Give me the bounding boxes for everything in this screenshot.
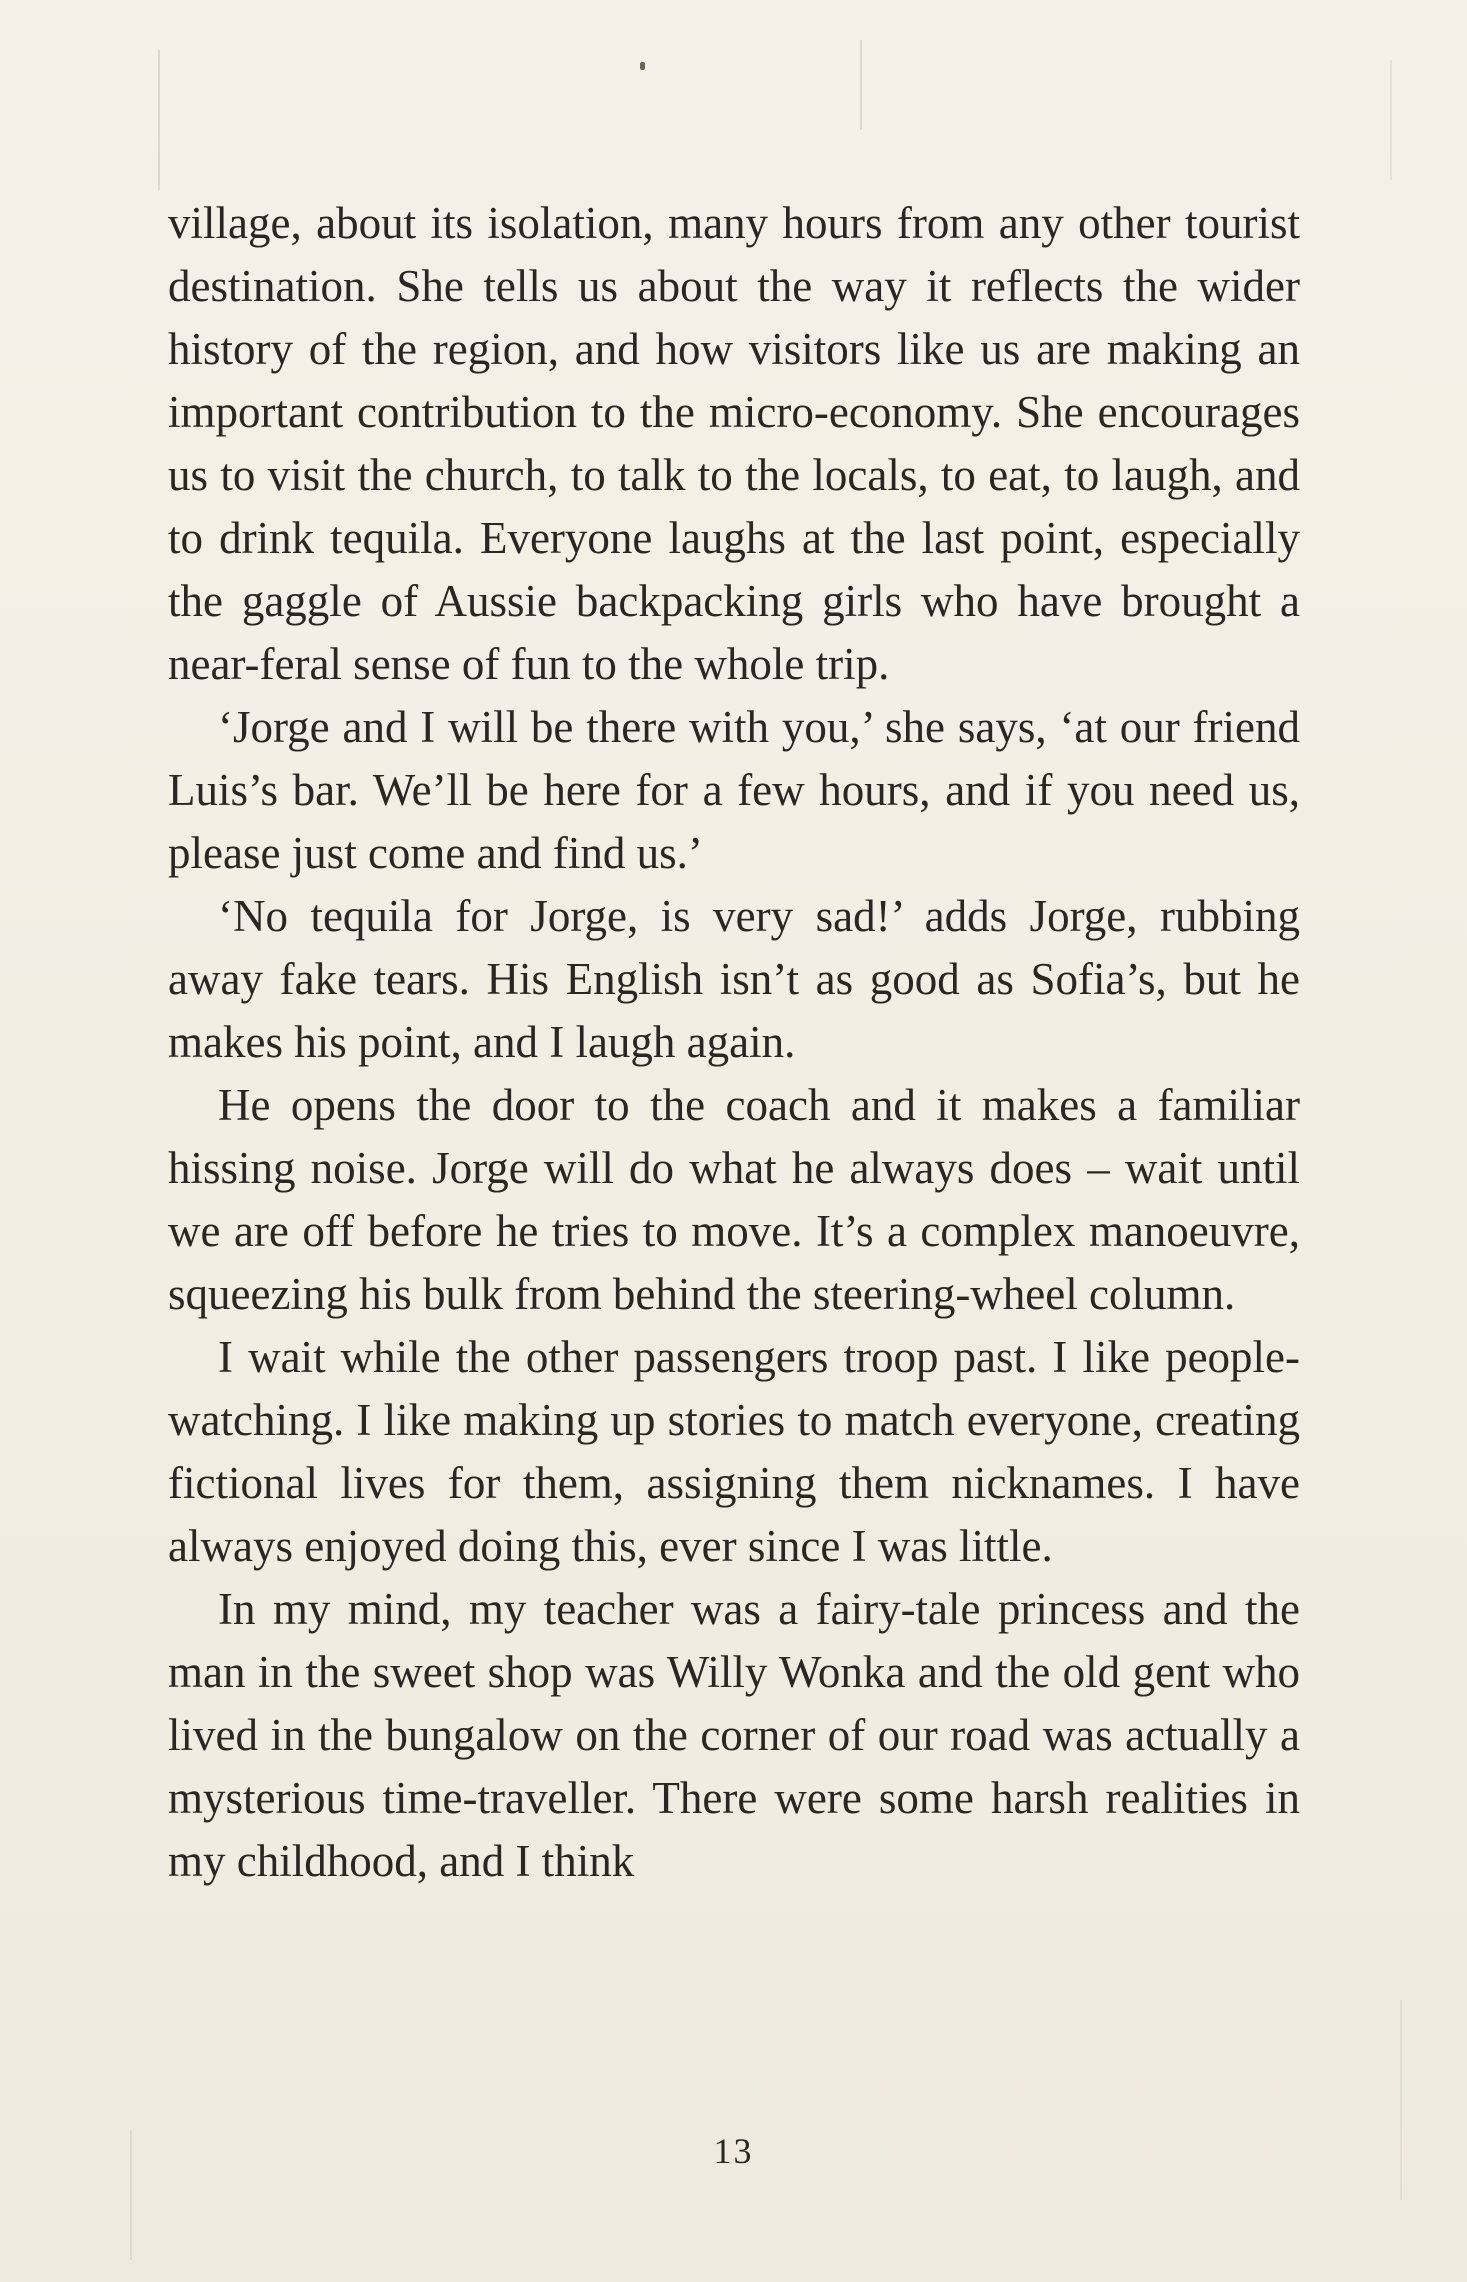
- paragraph: In my mind, my teacher was a fairy-tale princess and the man in the sweet shop was Willy Wonka and the old gent who lived in the bungalow on the corner of our road was actually a mysterious time-traveller. There were some harsh realities in my childhood, and I think: [168, 1584, 1300, 1886]
- paragraph: ‘No tequila for Jorge, is very sad!’ adds Jorge, rubbing away fake tears. His English isn’t as good as Sofia’s, but he makes his point, and I laugh again.: [168, 891, 1300, 1067]
- body-text: [168, 192, 1300, 1893]
- paper-crease: [158, 50, 160, 190]
- ink-speck: [640, 62, 645, 70]
- paragraph: I wait while the other passengers troop past. I like people-watching. I like making up stories to match everyone, creating fictional lives for them, assigning them nicknames. I have always enjoyed doing this, ever since I was little.: [168, 1332, 1300, 1571]
- paper-crease: [1390, 60, 1392, 180]
- page-number: 13: [713, 2131, 754, 2171]
- paragraph: He opens the door to the coach and it makes a familiar hissing noise. Jorge will do what he always does – wait until we are off before he tries to move. It’s a complex manoeuvre, squeezing his bulk from behind the steering-wheel column.: [168, 1080, 1300, 1319]
- paragraph: village, about its isolation, many hours from any other tourist destination. She tells us about the way it reflects the wider history of the region, and how visitors like us are making an important contribution to the micro-economy. She encourages us to visit the church, to talk to the locals, to eat, to laugh, and to drink tequila. Everyone laughs at the last point, especially the gaggle of Aussie backpacking girls who have brought a near-feral sense of fun to the whole trip.: [168, 198, 1300, 689]
- paragraph: ‘Jorge and I will be there with you,’ she says, ‘at our friend Luis’s bar. We’ll be here for a few hours, and if you need us, please just come and find us.’: [168, 702, 1300, 878]
- paper-crease: [860, 40, 862, 130]
